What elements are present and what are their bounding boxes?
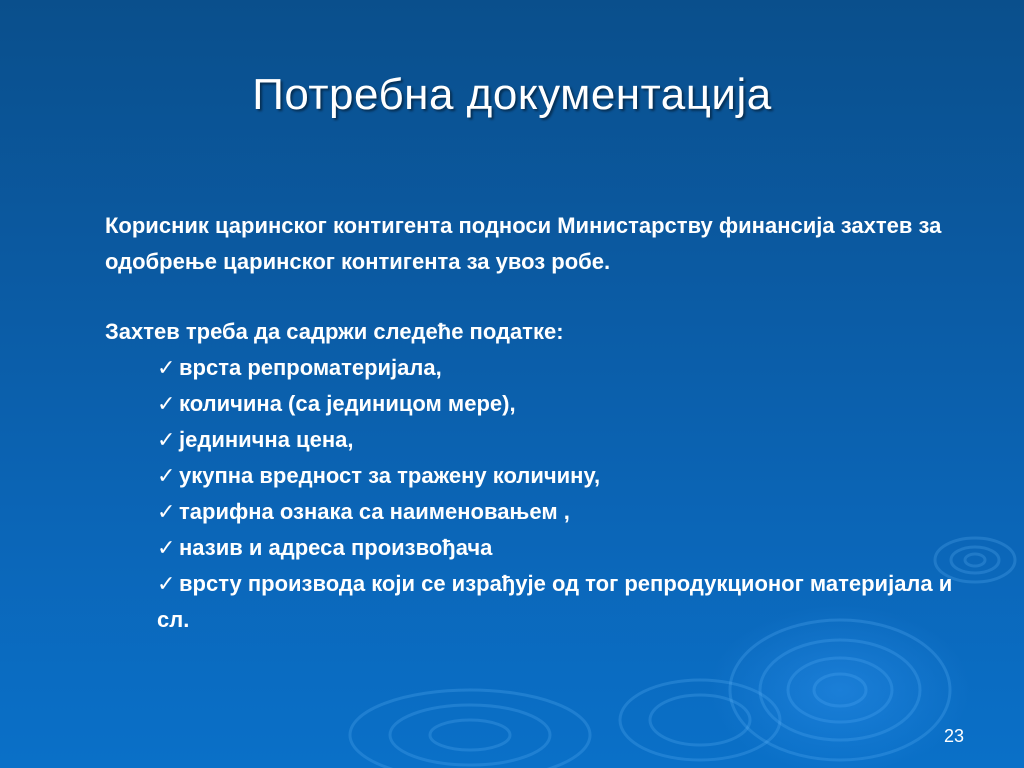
list-item-text: укупна вредност за тражену количину, [179, 463, 601, 488]
requirements-lead: Захтев треба да садржи следеће податке: [105, 319, 564, 344]
list-item [157, 494, 985, 530]
checkmark-icon: ✓ [157, 391, 176, 416]
requirements-list [105, 350, 985, 638]
list-item-text: врста репроматеријала, [179, 355, 442, 380]
list-item-text: тарифна ознака са наименовањем , [179, 499, 570, 524]
list-item [157, 422, 985, 458]
slide-title: Потребна документација [252, 70, 772, 119]
checkmark-icon: ✓ [157, 427, 176, 452]
list-item [157, 350, 985, 386]
list-item-text: назив и адреса произвођача [179, 535, 493, 560]
checkmark-icon: ✓ [157, 571, 176, 596]
checkmark-icon: ✓ [157, 535, 176, 560]
list-item-text: јединична цена, [179, 427, 354, 452]
list-item [157, 530, 985, 566]
page-number: 23 [943, 726, 964, 746]
list-item-text: врсту производа који се израђује од тог репродукционог материјала и сл. [157, 571, 953, 632]
intro-paragraph: Корисник царинског контигента подноси Министарству финансија захтев за одобрење царинског контигента за увоз робе. [105, 213, 942, 274]
checkmark-icon: ✓ [157, 355, 176, 380]
list-item [157, 386, 985, 422]
list-item-text: количина (са јединицом мере), [179, 391, 516, 416]
slide-body [105, 208, 985, 638]
checkmark-icon: ✓ [157, 499, 176, 524]
list-item [157, 566, 985, 638]
checkmark-icon: ✓ [157, 463, 176, 488]
list-item [157, 458, 985, 494]
